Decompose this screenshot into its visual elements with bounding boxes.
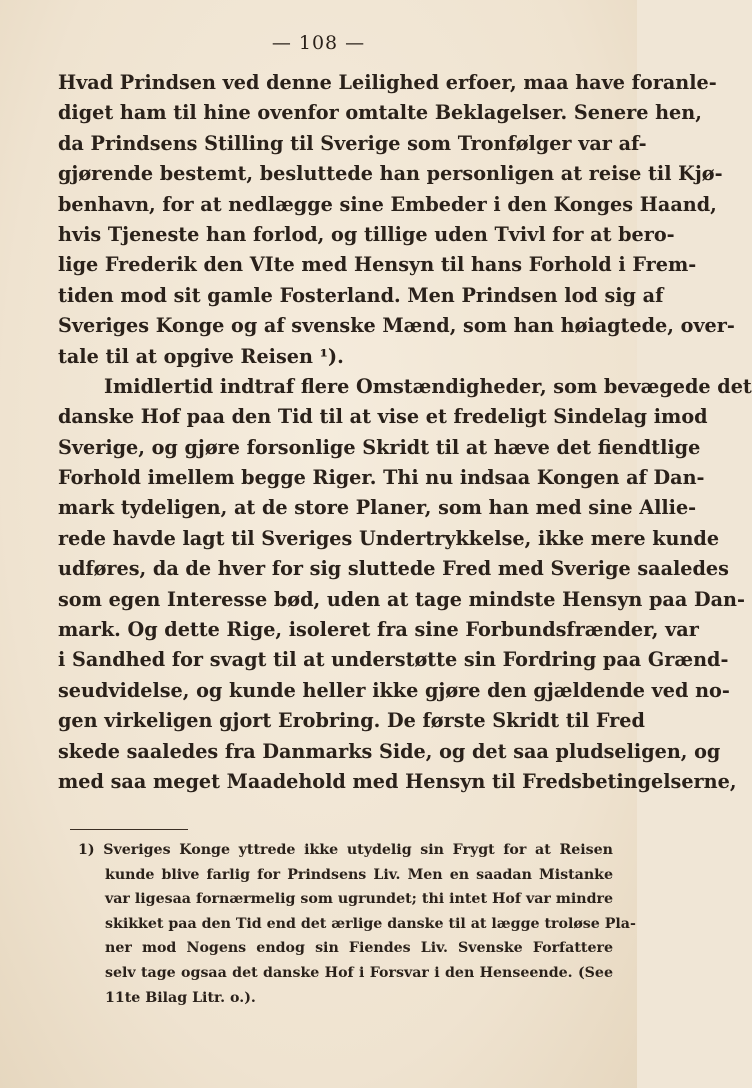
body-text [58,68,752,797]
text-line: lige Frederik den VIte med Hensyn til hans Forhold i Frem- [58,253,697,277]
text-line: med saa meget Maadehold med Hensyn til Fredsbetingelserne, [58,769,737,793]
footnote-line: kunde blive farlig for Prindsens Liv. Men en saadan Mistanke [105,866,613,883]
text-line: Forhold imellem begge Riger. Thi nu indsaa Kongen af Dan- [58,466,705,490]
text-line: Sveriges Konge og af svenske Mænd, som han høiagtede, over- [58,314,735,338]
text-line: diget ham til hine ovenfor omtalte Beklagelser. Senere hen, [58,101,702,125]
text-line: tiden mod sit gamle Fosterland. Men Prindsen lod sig af [58,283,664,307]
text-line: mark. Og dette Rige, isoleret fra sine Forbundsfrænder, var [58,618,699,642]
paragraph-first-line: Imidlertid indtraf flere Omstændigheder, som bevægede det [104,374,752,398]
text-line: da Prindsens Stilling til Sverige som Tronfølger var af- [58,131,647,155]
text-line: gjørende bestemt, besluttede han personligen at reise til Kjø- [58,162,723,186]
text-line: Hvad Prindsen ved denne Leilighed erfoer, maa have foranle- [58,71,717,94]
footnote-line: skikket paa den Tid end det ærlige danske til at lægge troløse Pla- [105,915,636,932]
footnote-line: selv tage ogsaa det danske Hof i Forsvar i den Henseende. (See [105,964,613,981]
text-line: tale til at opgive Reisen ¹). [58,344,344,368]
text-line: mark tydeligen, at de store Planer, som han med sine Allie- [58,496,697,520]
footnote-divider [70,829,188,830]
footnote-line: var ligesaa fornærmelig som ugrundet; thi intet Hof var mindre [105,891,613,908]
text-line: Sverige, og gjøre forsonlige Skridt til at hæve det fiendtlige [58,435,701,459]
text-line: danske Hof paa den Tid til at vise et fredeligt Sindelag imod [58,405,708,429]
text-line: rede havde lagt til Sveriges Undertrykkelse, ikke mere kunde [58,526,720,550]
text-line: som egen Interesse bød, uden at tage mindste Hensyn paa Dan- [58,587,745,611]
footnote-line: 11te Bilag Litr. o.). [105,989,256,1006]
text-line: gen virkeligen gjort Erobring. De første Skridt til Fred [58,709,645,733]
text-line: hvis Tjeneste han forlod, og tillige uden Tvivl for at bero- [58,222,675,246]
footnote-line: 1) Sveriges Konge yttrede ikke utydelig sin Frygt for at Reisen [78,842,613,858]
text-line: udføres, da de hver for sig sluttede Fred med Sverige saaledes [58,557,729,581]
text-line: benhavn, for at nedlægge sine Embeder i den Konges Haand, [58,192,717,216]
footnotes [78,838,636,1010]
text-line: skede saaledes fra Danmarks Side, og det saa pludseligen, og [58,739,721,763]
page-number: — 108 — [271,32,366,54]
text-line: seudvidelse, og kunde heller ikke gjøre den gjældende ved no- [58,678,730,702]
footnote-line: ner mod Nogens endog sin Fiendes Liv. Svenske Forfattere [105,940,613,957]
text-line: i Sandhed for svagt til at understøtte sin Fordring paa Grænd- [58,648,729,672]
